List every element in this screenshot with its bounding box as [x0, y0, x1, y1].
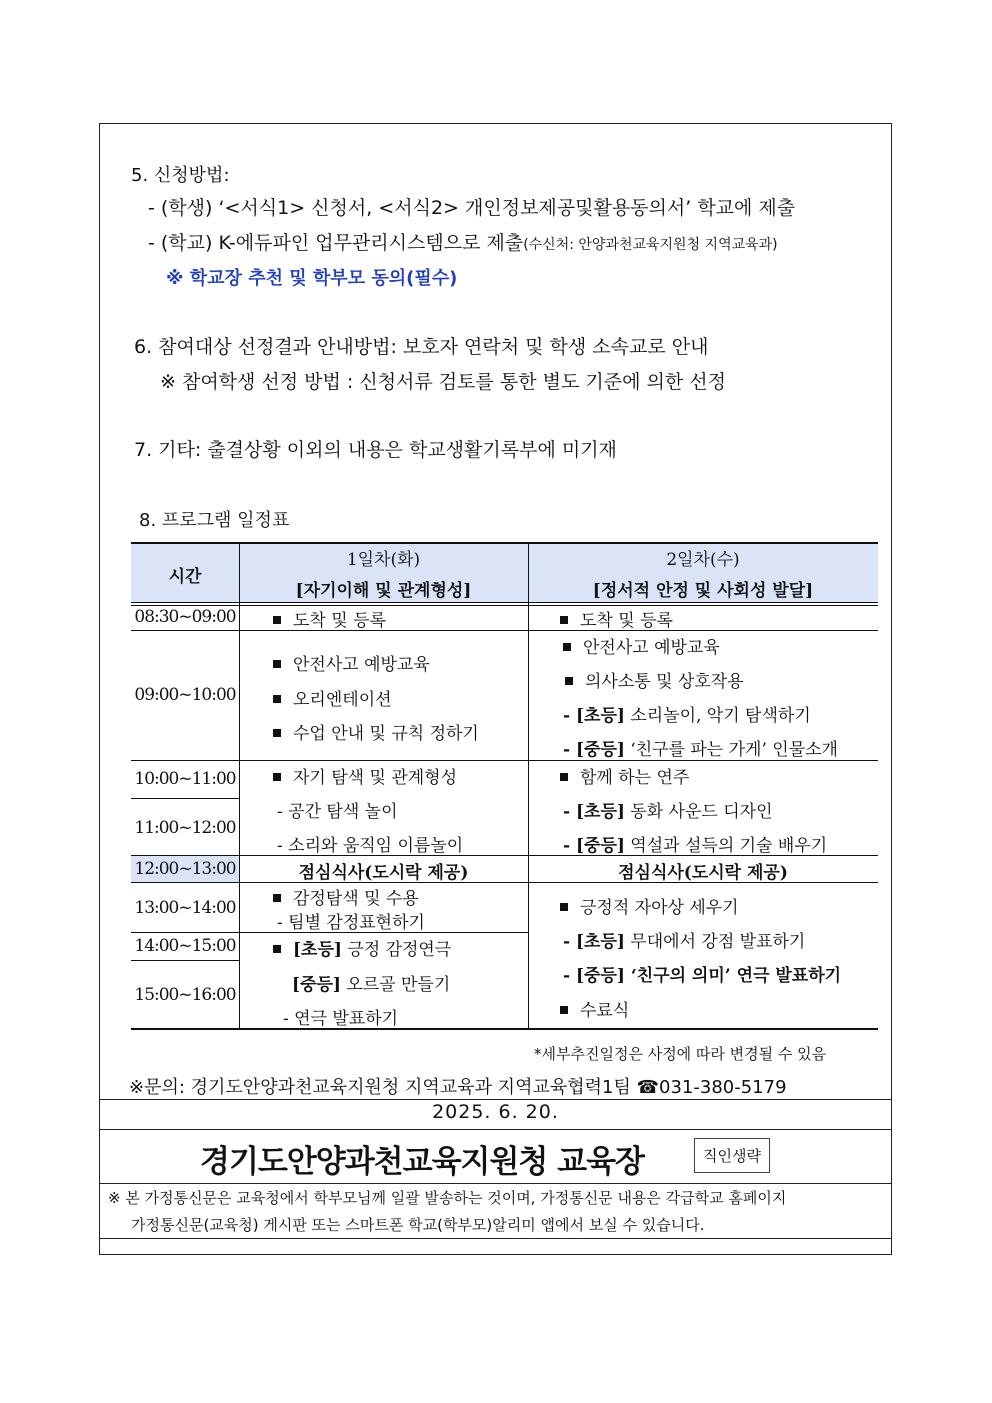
bullet-icon — [273, 773, 281, 781]
time-cell: 11:00~12:00 — [134, 818, 236, 838]
header-time: 시간 — [168, 567, 202, 587]
list-item: - 소리와 움직임 이름놀이 — [277, 836, 464, 856]
header-day1-title: 1일차(화) — [346, 550, 421, 570]
list-item: - [초등] 무대에서 강점 발표하기 — [563, 932, 806, 952]
bullet-icon — [273, 894, 281, 902]
list-item: 수업 안내 및 규칙 정하기 — [273, 719, 479, 744]
section8-title: 8. 프로그램 일정표 — [139, 510, 290, 531]
time-cell: 12:00~13:00 — [134, 859, 236, 879]
time-cell: 09:00~10:00 — [134, 685, 236, 705]
list-item: - [중등] ‘친구를 파는 가게’ 인물소개 — [563, 740, 838, 760]
bullet-icon — [560, 903, 568, 911]
list-item: [중등] 오르골 만들기 — [292, 975, 451, 995]
header-day1-sub: [자기이해 및 관계형성] — [295, 581, 472, 601]
section6-note: ※ 참여학생 선정 방법 : 신청서류 검토를 통한 별도 기준에 의한 선정 — [160, 371, 726, 393]
section5-line2-main: - (학교) K-에듀파인 업무관리시스템으로 제출 — [148, 232, 524, 254]
list-item: - [초등] 소리놀이, 악기 탐색하기 — [563, 706, 811, 726]
list-item: 수료식 — [560, 996, 629, 1021]
notice-line1: ※ 본 가정통신문은 교육청에서 학부모님께 일괄 발송하는 것이며, 가정통신문 내용은 각급학교 홈페이지 — [108, 1189, 787, 1207]
section6-title: 6. 참여대상 선정결과 안내방법: 보호자 연락처 및 학생 소속교로 안내 — [134, 336, 709, 358]
phone-icon: ☎ — [636, 1077, 660, 1098]
bullet-icon — [565, 677, 573, 685]
bullet-icon — [560, 616, 568, 624]
list-item: - 연극 발표하기 — [283, 1009, 399, 1029]
time-cell: 10:00~11:00 — [134, 769, 236, 789]
time-cell: 15:00~16:00 — [134, 985, 236, 1005]
list-item: 안전사고 예방교육 — [273, 650, 430, 675]
list-item: 긍정적 자아상 세우기 — [560, 893, 739, 918]
list-item: 의사소통 및 상호작용 — [565, 667, 744, 692]
section5-line2-recipient: (수신처: 안양과천교육지원청 지역교육과) — [523, 237, 778, 253]
time-cell: 14:00~15:00 — [134, 936, 236, 956]
document-date: 2025. 6. 20. — [432, 1101, 559, 1123]
list-item: 도착 및 등록 — [560, 606, 673, 631]
bullet-icon — [273, 695, 281, 703]
phone-number: 031-380-5179 — [659, 1077, 787, 1098]
bullet-icon — [273, 616, 281, 624]
lunch-day1: 점심식사(도시락 제공) — [298, 863, 469, 883]
section5-title: 5. 신청방법: — [131, 165, 230, 186]
bullet-icon — [273, 729, 281, 737]
header-day2-title: 2일차(수) — [666, 550, 740, 570]
bullet-icon — [273, 660, 281, 668]
time-cell: 13:00~14:00 — [134, 898, 236, 918]
bullet-icon — [273, 945, 281, 953]
notice-line2: 가정통신문(교육청) 게시판 또는 스마트폰 학교(학부모)알리미 앱에서 보실 수 있습니다. — [131, 1216, 705, 1234]
bullet-icon — [563, 643, 571, 651]
contact-text: ※문의: 경기도안양과천교육지원청 지역교육과 지역교육협력1팀 — [129, 1077, 631, 1098]
list-item: 도착 및 등록 — [273, 606, 386, 631]
list-item: - 공간 탐색 놀이 — [277, 802, 398, 822]
schedule-change-note: *세부추진일정은 사정에 따라 변경될 수 있음 — [534, 1045, 827, 1063]
stamp-omitted: 직인생략 — [694, 1138, 770, 1173]
bullet-icon — [560, 1006, 568, 1014]
section7-title: 7. 기타: 출결상황 이외의 내용은 학교생활기록부에 미기재 — [134, 439, 617, 461]
list-item: - [중등] 역설과 설득의 기술 배우기 — [563, 836, 828, 856]
lunch-day2: 점심식사(도시락 제공) — [618, 863, 788, 883]
list-item: 감정탐색 및 수용 — [273, 884, 419, 909]
section5-line1: - (학생) ‘<서식1> 신청서, <서식2> 개인정보제공및활용동의서’ 학교에 제출 — [148, 197, 796, 219]
list-item: [초등] 긍정 감정연극 — [273, 935, 451, 960]
contact-line — [129, 1073, 787, 1099]
list-item: 자기 탐색 및 관계형성 — [273, 763, 457, 788]
list-item: 안전사고 예방교육 — [563, 633, 720, 658]
list-item: - [초등] 동화 사운드 디자인 — [563, 802, 773, 822]
schedule-table — [131, 542, 878, 1030]
issuer-name: 경기도안양과천교육지원청 교육장 — [200, 1144, 644, 1180]
list-item: 함께 하는 연주 — [560, 763, 689, 788]
header-day2-sub: [정서적 안정 및 사회성 발달] — [592, 581, 814, 601]
section5-required-note: ※ 학교장 추천 및 학부모 동의(필수) — [166, 268, 458, 289]
bullet-icon — [560, 773, 568, 781]
list-item: - 팀별 감정표현하기 — [277, 913, 425, 933]
list-item: 오리엔테이션 — [273, 685, 392, 710]
section5-line2 — [148, 228, 778, 255]
list-item: - [중등] ‘친구의 의미’ 연극 발표하기 — [563, 966, 842, 986]
time-cell: 08:30~09:00 — [134, 607, 236, 627]
